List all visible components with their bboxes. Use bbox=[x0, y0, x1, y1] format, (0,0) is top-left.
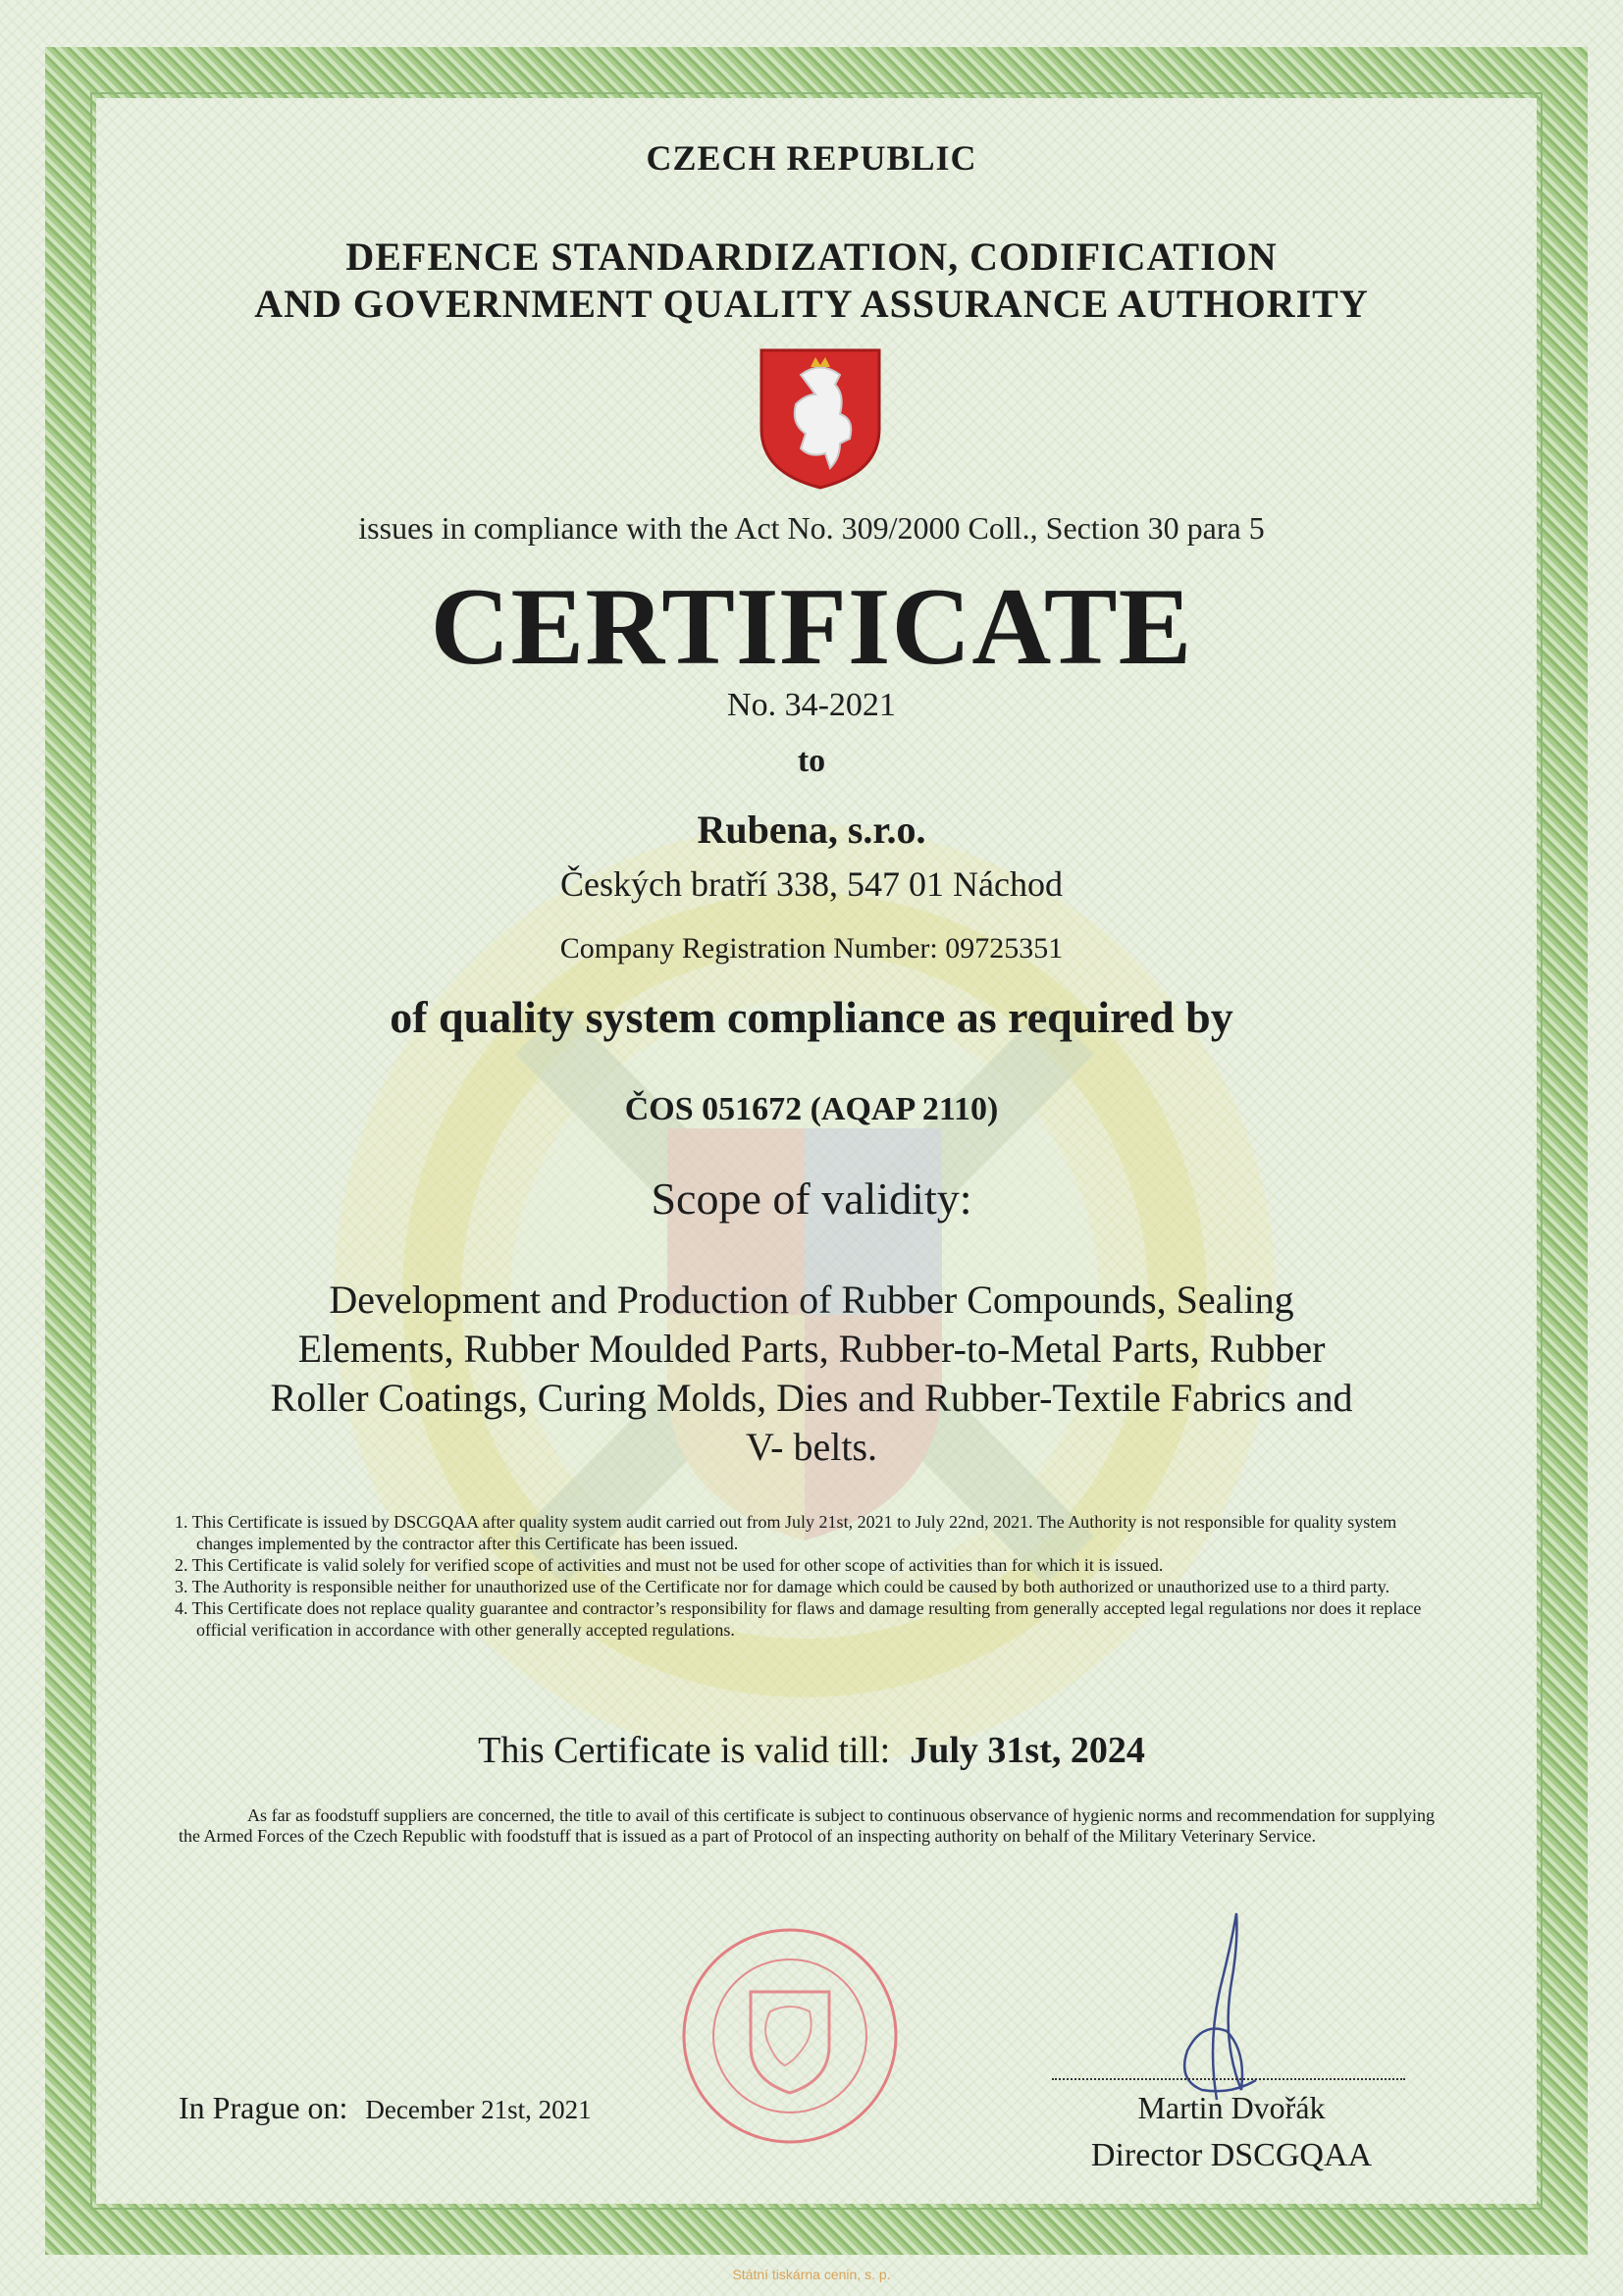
printer-imprint: Státní tiskárna cenin, s. p. bbox=[732, 2267, 891, 2282]
official-stamp-seal bbox=[677, 1923, 903, 2149]
director-signature bbox=[1158, 1904, 1285, 2105]
scope-line: V- belts. bbox=[745, 1425, 878, 1469]
validity-date: July 31st, 2024 bbox=[910, 1730, 1145, 1771]
compliance-statement: of quality system compliance as required by bbox=[390, 992, 1233, 1042]
company-name: Rubena, s.r.o. bbox=[697, 808, 926, 852]
scope-title: Scope of validity: bbox=[651, 1174, 972, 1224]
certificate-notes bbox=[175, 1511, 1440, 1641]
country-heading: CZECH REPUBLIC bbox=[646, 138, 977, 178]
scope-line: Roller Coatings, Curing Molds, Dies and Rubber-Textile Fabrics and bbox=[270, 1376, 1353, 1420]
czech-coat-of-arms-icon bbox=[757, 345, 884, 493]
scope-line: Development and Production of Rubber Compounds, Sealing bbox=[329, 1278, 1294, 1322]
issue-place-date bbox=[179, 2090, 592, 2126]
foodstuff-note: As far as foodstuff suppliers are concerned, the title to avail of this certificate is subject to continuous observance of hygienic norms and recommendation for supplying the Armed Forces of the Czech Republic with foodstuff that is issued as a part of Protocol of an inspecting authority on behalf of the Military Veterinary Service. bbox=[179, 1805, 1435, 1846]
note-item: 2. This Certificate is valid solely for verified scope of activities and must not be used for other scope of activities than for which it is issued. bbox=[175, 1555, 1164, 1575]
registration-number: Company Registration Number: 09725351 bbox=[559, 932, 1064, 965]
issue-date: December 21st, 2021 bbox=[365, 2095, 592, 2124]
company-address: Českých bratří 338, 547 01 Náchod bbox=[560, 864, 1063, 904]
scope-line: Elements, Rubber Moulded Parts, Rubber-to-Metal Parts, Rubber bbox=[297, 1327, 1326, 1371]
certificate-number: No. 34-2021 bbox=[727, 687, 896, 723]
signature-line bbox=[1052, 2078, 1405, 2080]
validity-label: This Certificate is valid till: bbox=[478, 1730, 891, 1771]
note-item: 3. The Authority is responsible neither for unauthorized use of the Certificate nor for damage which could be caused by both authorized or unauthorized use to a third party. bbox=[175, 1577, 1390, 1596]
signer-name: Martin Dvořák bbox=[1137, 2090, 1326, 2125]
authority-line-2: AND GOVERNMENT QUALITY ASSURANCE AUTHORITY bbox=[254, 282, 1369, 326]
note-item: 4. This Certificate does not replace quality guarantee and contractor’s responsibility for flaws and damage resulting from generally accepted legal regulations nor does it replace official verification in accordance with other generally accepted regulations. bbox=[175, 1598, 1422, 1640]
to-label: to bbox=[797, 743, 826, 779]
validity-line bbox=[0, 1729, 1623, 1772]
note-item: 1. This Certificate is issued by DSCGQAA after quality system audit carried out from July 21st, 2021 to July 22nd, 2021. The Authority is not responsible for quality system changes implemented by the contractor after this Certificate has been issued. bbox=[175, 1512, 1397, 1553]
standard-reference: ČOS 051672 (AQAP 2110) bbox=[624, 1091, 999, 1127]
scope-description bbox=[0, 1276, 1623, 1472]
authority-line-1: DEFENCE STANDARDIZATION, CODIFICATION bbox=[345, 235, 1278, 279]
signer-title: Director DSCGQAA bbox=[1090, 2137, 1373, 2173]
place-label: In Prague on: bbox=[179, 2090, 348, 2125]
authority-heading bbox=[0, 234, 1623, 328]
issues-statement: issues in compliance with the Act No. 309/2000 Coll., Section 30 para 5 bbox=[358, 510, 1265, 546]
certificate-title: CERTIFICATE bbox=[430, 566, 1193, 688]
